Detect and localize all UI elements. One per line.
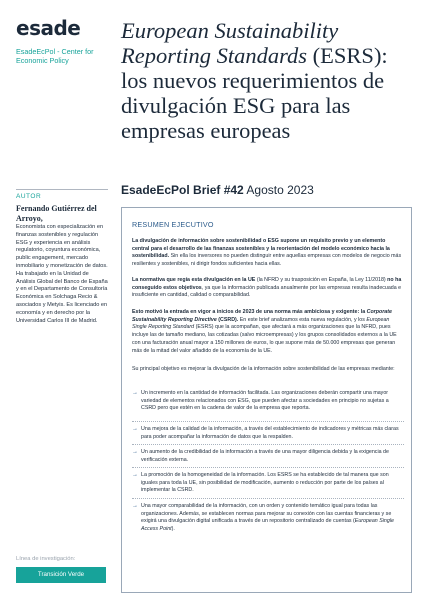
bullet-text: Una mejora de la calidad de la información, a través del establecimiento de indicadores y métricas más claras para poder acompañar la información de datos que la respalden. <box>141 426 399 440</box>
p3-bold-a: Esto motivó la entrada en vigor a inicios de 2023 de una norma más ambiciosa y exigente: la <box>132 309 367 315</box>
arrow-icon: → <box>132 503 138 509</box>
bullet-5-italic: European Single Access Point <box>141 518 394 533</box>
executive-summary-box <box>121 207 412 593</box>
p3-b: (ESRS) que la acompañan, que afectará a más organizaciones que la NFRD, pues incluye las de tamaño mediano, las cotizadas (salvo microempresas) y los grupos consolidados externos a la UE con una facturación anual mayor a 150 millones de euros, lo que supone más de 50.000 empresas que generan más de la mitad del valor añadido de la economía de la UE. <box>132 324 397 354</box>
summary-paragraph-1 <box>132 238 404 269</box>
author-heading: AUTOR <box>16 189 108 200</box>
p2-b: , ya que la información publicada anualmente por las empresas resulta inadecuada e insuficiente en cantidad, calidad o comparabilidad. <box>132 284 402 299</box>
p3-bold-italic: Corporate Sustainability Reporting Directive <box>132 309 392 323</box>
summary-heading: RESUMEN EJECUTIVO <box>132 220 214 229</box>
arrow-icon: → <box>132 449 138 455</box>
author-name: Fernando Gutiérrez del Arroyo, <box>16 204 97 223</box>
p3-bold-b: (CSRD). <box>216 316 239 323</box>
p3-italic: European Single Reporting Standard <box>132 316 390 331</box>
divider <box>132 421 404 422</box>
bullet-text: Un incremento en la cantidad de información facilitada. Las organizaciones deberán compartir una mayor variedad de elementos relacionados con ESG, que pueden afectar a sociedades en principio no sujetas a CSRD pero que estén en la cadena de valor de la empresa que reporta. <box>141 390 389 412</box>
summary-paragraph-3 <box>132 309 404 355</box>
p2-bold-b: no ha conseguido estos objetivos <box>132 277 402 291</box>
arrow-icon: → <box>132 472 138 478</box>
author-bio: Economista con especialización en finanzas sostenibles y regulación ESG y experiencia en análisis regulatorio, coyuntura económica, public engagement, mercado inmobiliario y monetización de datos. Ha trabajado en la Unidad de Análisis Global del Banco de España y en el Departamento de Consultoría Económica en Solchaga Recio & asociados y Metyis. Es licenciado en economía y en derecho por la Universidad Carlos III de Madrid. <box>16 224 108 324</box>
title-rest-1: (ESRS): <box>307 43 388 68</box>
bullet-5-text: Una mayor comparabilidad de la información, con un orden y contenido temático igual para todas las organizaciones. Además, se establecen normas para mejorar su conexión con las cuentas financieras y se exigirá una divulgación digital unificada a través de un repositorio centralizado de cuentas ( <box>141 503 392 525</box>
bullet-5-end: ). <box>171 526 175 533</box>
bullet-text: Un aumento de la credibilidad de la información a través de una mayor diligencia debida y la exigencia de verificación externa. <box>141 449 389 463</box>
p2-a: (la NFRD y su trasposición en España, la Ley 11/2018) <box>255 277 388 283</box>
document-title <box>121 18 416 143</box>
p1-rest: Sin ella los inversores no pueden distinguir entre aquellas empresas con modelos de negocio más resilientes y sostenibles, ni dirigir fondos suficientes hacia ellas. <box>132 253 402 268</box>
arrow-icon: → <box>132 426 138 432</box>
title-rest-2: los nuevos requerimientos de divulgación ESG para las empresas europeas <box>121 68 385 143</box>
sidebar <box>0 0 110 600</box>
divider <box>132 467 404 468</box>
summary-paragraph-2 <box>132 277 404 300</box>
bullet-text: La promoción de la homogeneidad de la información. Los ESRS se ha establecido de tal manera que son iguales para toda la UE, sin posibilidad de modificación, aumento o reducción por parte de los países al implementar la CSRD. <box>141 472 389 494</box>
brief-date: Agosto 2023 <box>243 183 314 197</box>
center-name: EsadeEcPol - Center for Economic Policy <box>16 47 94 65</box>
p2-bold-a: La normativa que regía esta divulgación en la UE <box>132 277 256 283</box>
bullet-text <box>141 503 404 534</box>
p3-a: En este brief analizamos esta nueva regulación, y los <box>238 316 367 323</box>
divider <box>132 498 404 499</box>
p1-bold: La divulgación de información sobre sostenibilidad o ESG supone un requisito previo y un elemento central para el desarrollo de las finanzas sostenibles y la reorientación del modelo económico hacia la sostenibilidad. <box>132 238 390 260</box>
summary-paragraph-4: Su principal objetivo es mejorar la divulgación de la información sobre sostenibilidad de las empresas mediante: <box>132 366 395 372</box>
research-line-tag[interactable]: Transición Verde <box>16 567 106 583</box>
divider <box>132 444 404 445</box>
title-italic: European Sustainability Reporting Standards <box>121 18 339 68</box>
brief-line <box>121 183 314 197</box>
research-line-label: Línea de investigación: <box>16 556 76 562</box>
brief-number: EsadeEcPol Brief #42 <box>121 183 244 197</box>
arrow-icon: → <box>132 390 138 396</box>
esade-logo: esade <box>16 16 81 40</box>
